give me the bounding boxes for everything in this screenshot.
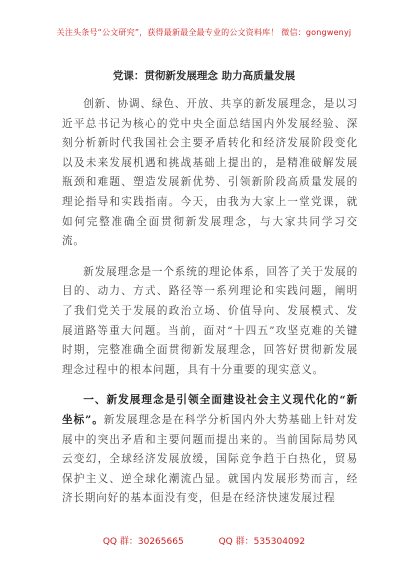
paragraph-3-text: 新发展理念是在科学分析国内外大势基础上针对发展中的突出矛盾和主要问题而提出来的。当前国际局势风云变幻，全球经济发展放缓，国际竞争趋于白热化，贸易保护主义、逆全球化潮流凸显。就国内发展形势而言，经济长期向好的基本面没有变，但是在经济快速发展过程 [62, 413, 358, 505]
paragraph-3 [62, 391, 358, 509]
footer-qq-group-1: QQ 群：30265665 [102, 537, 184, 547]
document-title: 党课：贯彻新发展理念 助力高质量发展 [112, 70, 296, 82]
footer-qq-group-2: QQ 群：535304092 [218, 537, 306, 547]
paragraph-2-text: 新发展理念是一个系统的理论体系，回答了关于发展的目的、动力、方式、路径等一系列理论和实践问题，阐明了我们党关于发展的政治立场、价值导向、发展模式、发展道路等重大问题。当前，面对“十四五”攻坚克难的关键时期，完整准确全面贯彻新发展理念，回答好贯彻新发展理念过程中的根本问题，具有十分重要的现实意义。 [62, 265, 358, 376]
document-body [62, 95, 358, 520]
section-heading-1: 一、新发展理念是引领全面建设社会主义现代化的“新坐标”。 [62, 394, 358, 426]
header-watermark-note: 关注头条号“公文研究”，获得最新最全最专业的公文资料库！ 微信：gongwenyj [56, 28, 352, 37]
paragraph-2 [62, 263, 358, 381]
footer-contact [0, 534, 408, 547]
paragraph-1-text: 创新、协调、绿色、开放、共享的新发展理念，是以习近平总书记为核心的党中央全面总结国内外发展经验、深刻分析新时代我国社会主要矛盾转化和经济发展阶段变化以及未来发展机遇和挑战基础上提出的，是精准破解发展瓶颈和难题、塑造发展新优势、引领新阶段高质量发展的理论指导和实践指南。今天，由我为大家上一堂党课，就如何完整准确全面贯彻新发展理念，与大家共同学习交流。 [62, 98, 358, 248]
paragraph-1 [62, 95, 358, 252]
